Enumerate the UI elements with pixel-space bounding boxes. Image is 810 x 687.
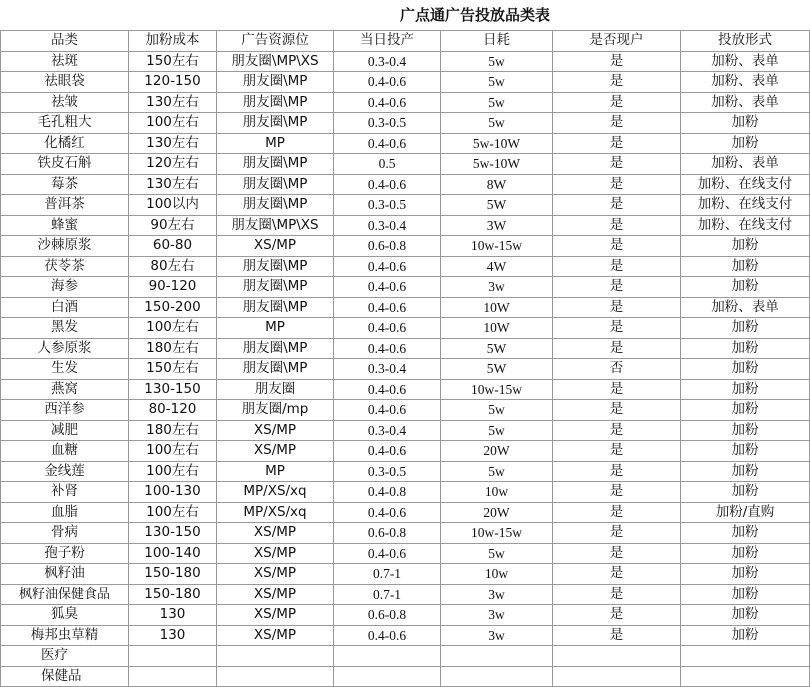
ad-placement-cell[interactable]: 朋友圈\MP [217, 154, 334, 175]
table-row [1, 215, 810, 236]
daily-spend-cell[interactable]: 5W [441, 195, 553, 216]
category-cell[interactable]: 西洋参 [1, 400, 129, 421]
category-table [0, 30, 810, 687]
table-row [1, 195, 810, 216]
delivery-form-cell[interactable]: 加粉 [681, 543, 810, 564]
daily-roi-cell[interactable]: 0.4-0.6 [334, 379, 441, 400]
daily-spend-cell[interactable]: 3w [441, 625, 553, 646]
table-row [1, 359, 810, 380]
delivery-form-cell[interactable]: 加粉、表单 [681, 297, 810, 318]
daily-spend-cell[interactable] [441, 646, 553, 667]
delivery-form-cell[interactable]: 加粉 [681, 523, 810, 544]
account-cell[interactable]: 是 [553, 113, 681, 134]
delivery-form-cell[interactable]: 加粉 [681, 564, 810, 585]
account-cell[interactable]: 是 [553, 318, 681, 339]
category-cell[interactable]: 补肾 [1, 482, 129, 503]
delivery-form-cell[interactable]: 加粉/直购 [681, 502, 810, 523]
daily-roi-cell[interactable] [334, 666, 441, 687]
account-cell[interactable]: 是 [553, 420, 681, 441]
category-cell[interactable]: 祛眼袋 [1, 72, 129, 93]
cost-cell[interactable]: 120-150 [129, 72, 217, 93]
category-cell[interactable]: 血糖 [1, 441, 129, 462]
daily-roi-cell[interactable]: 0.4-0.6 [334, 277, 441, 298]
account-cell[interactable]: 是 [553, 625, 681, 646]
ad-placement-cell[interactable]: 朋友圈\MP [217, 297, 334, 318]
delivery-form-cell[interactable]: 加粉 [681, 584, 810, 605]
daily-roi-cell[interactable]: 0.3-0.4 [334, 359, 441, 380]
category-cell[interactable]: 金线莲 [1, 461, 129, 482]
category-cell[interactable]: 枫籽油 [1, 564, 129, 585]
delivery-form-cell[interactable]: 加粉 [681, 133, 810, 154]
delivery-form-cell[interactable]: 加粉 [681, 461, 810, 482]
header-cell[interactable]: 品类 [1, 31, 129, 52]
daily-roi-cell[interactable]: 0.3-0.5 [334, 113, 441, 134]
ad-placement-cell[interactable]: XS/MP [217, 543, 334, 564]
daily-roi-cell[interactable]: 0.3-0.5 [334, 195, 441, 216]
ad-placement-cell[interactable]: MP [217, 133, 334, 154]
daily-roi-cell[interactable]: 0.4-0.6 [334, 502, 441, 523]
ad-placement-cell[interactable] [217, 666, 334, 687]
category-cell[interactable]: 黑发 [1, 318, 129, 339]
delivery-form-cell[interactable]: 加粉 [681, 441, 810, 462]
delivery-form-cell[interactable]: 加粉、表单 [681, 72, 810, 93]
daily-spend-cell[interactable]: 5w [441, 420, 553, 441]
account-cell[interactable]: 是 [553, 72, 681, 93]
daily-roi-cell[interactable]: 0.4-0.6 [334, 400, 441, 421]
cost-cell[interactable]: 130左右 [129, 133, 217, 154]
cost-cell[interactable]: 150-200 [129, 297, 217, 318]
delivery-form-cell[interactable]: 加粉 [681, 400, 810, 421]
table-row [1, 605, 810, 626]
ad-placement-cell[interactable]: XS/MP [217, 236, 334, 257]
daily-roi-cell[interactable]: 0.5 [334, 154, 441, 175]
cost-cell[interactable]: 130 [129, 625, 217, 646]
daily-spend-cell[interactable]: 10w-15w [441, 379, 553, 400]
cost-cell[interactable]: 180左右 [129, 420, 217, 441]
daily-roi-cell[interactable]: 0.4-0.6 [334, 92, 441, 113]
category-cell[interactable]: 减肥 [1, 420, 129, 441]
daily-roi-cell[interactable]: 0.6-0.8 [334, 605, 441, 626]
cost-cell[interactable]: 100左右 [129, 461, 217, 482]
account-cell[interactable]: 是 [553, 256, 681, 277]
account-cell[interactable]: 是 [553, 564, 681, 585]
table-row [1, 420, 810, 441]
daily-roi-cell[interactable]: 0.7-1 [334, 584, 441, 605]
category-cell[interactable]: 海参 [1, 277, 129, 298]
cost-cell[interactable]: 150左右 [129, 51, 217, 72]
delivery-form-cell[interactable] [681, 646, 810, 667]
daily-roi-cell[interactable]: 0.3-0.4 [334, 51, 441, 72]
daily-spend-cell[interactable]: 5w [441, 92, 553, 113]
category-cell[interactable]: 祛斑 [1, 51, 129, 72]
table-body [1, 51, 810, 687]
cost-cell[interactable]: 90-120 [129, 277, 217, 298]
category-cell[interactable]: 孢子粉 [1, 543, 129, 564]
cost-cell[interactable]: 180左右 [129, 338, 217, 359]
cost-cell[interactable]: 80左右 [129, 256, 217, 277]
table-row [1, 92, 810, 113]
header-cell[interactable]: 是否现户 [553, 31, 681, 52]
daily-spend-cell[interactable]: 5w-10W [441, 133, 553, 154]
category-cell[interactable]: 燕窝 [1, 379, 129, 400]
cost-cell[interactable]: 80-120 [129, 400, 217, 421]
daily-spend-cell[interactable]: 5W [441, 338, 553, 359]
header-row [1, 31, 810, 52]
account-cell[interactable]: 是 [553, 482, 681, 503]
daily-roi-cell[interactable]: 0.7-1 [334, 564, 441, 585]
account-cell[interactable]: 是 [553, 195, 681, 216]
cost-cell[interactable]: 130左右 [129, 92, 217, 113]
delivery-form-cell[interactable]: 加粉 [681, 277, 810, 298]
category-cell[interactable]: 医疗 [1, 646, 129, 667]
ad-placement-cell[interactable]: 朋友圈\MP [217, 277, 334, 298]
daily-spend-cell[interactable]: 10w-15w [441, 523, 553, 544]
table-row [1, 646, 810, 667]
daily-roi-cell[interactable]: 0.4-0.6 [334, 256, 441, 277]
table-row [1, 400, 810, 421]
category-cell[interactable]: 白酒 [1, 297, 129, 318]
cost-cell[interactable] [129, 666, 217, 687]
cost-cell[interactable]: 100左右 [129, 318, 217, 339]
cost-cell[interactable] [129, 646, 217, 667]
cost-cell[interactable]: 130左右 [129, 174, 217, 195]
ad-placement-cell[interactable]: 朋友圈 [217, 379, 334, 400]
account-cell[interactable]: 是 [553, 92, 681, 113]
daily-spend-cell[interactable]: 5w [441, 51, 553, 72]
table-row [1, 72, 810, 93]
ad-placement-cell[interactable]: 朋友圈\MP [217, 113, 334, 134]
delivery-form-cell[interactable]: 加粉 [681, 318, 810, 339]
ad-placement-cell[interactable] [217, 646, 334, 667]
daily-roi-cell[interactable]: 0.4-0.6 [334, 318, 441, 339]
daily-spend-cell[interactable]: 5W [441, 359, 553, 380]
daily-spend-cell[interactable]: 5w [441, 72, 553, 93]
delivery-form-cell[interactable] [681, 666, 810, 687]
category-cell[interactable]: 骨病 [1, 523, 129, 544]
category-cell[interactable]: 毛孔粗大 [1, 113, 129, 134]
daily-spend-cell[interactable]: 3w [441, 277, 553, 298]
category-cell[interactable]: 枫籽油保健食品 [1, 584, 129, 605]
daily-spend-cell[interactable]: 10w [441, 482, 553, 503]
ad-placement-cell[interactable]: 朋友圈\MP [217, 92, 334, 113]
category-cell[interactable]: 狐臭 [1, 605, 129, 626]
daily-spend-cell[interactable]: 5w [441, 400, 553, 421]
delivery-form-cell[interactable]: 加粉 [681, 113, 810, 134]
daily-spend-cell[interactable]: 8W [441, 174, 553, 195]
table-row [1, 666, 810, 687]
cost-cell[interactable]: 90左右 [129, 215, 217, 236]
category-cell[interactable]: 祛皱 [1, 92, 129, 113]
delivery-form-cell[interactable]: 加粉、表单 [681, 51, 810, 72]
delivery-form-cell[interactable]: 加粉 [681, 379, 810, 400]
delivery-form-cell[interactable]: 加粉 [681, 338, 810, 359]
delivery-form-cell[interactable]: 加粉、表单 [681, 154, 810, 175]
table-row [1, 174, 810, 195]
delivery-form-cell[interactable]: 加粉 [681, 482, 810, 503]
table-row [1, 564, 810, 585]
daily-roi-cell[interactable]: 0.3-0.5 [334, 461, 441, 482]
table-row [1, 338, 810, 359]
ad-placement-cell[interactable]: XS/MP [217, 605, 334, 626]
category-cell[interactable]: 铁皮石斛 [1, 154, 129, 175]
table-row [1, 625, 810, 646]
delivery-form-cell[interactable]: 加粉、在线支付 [681, 215, 810, 236]
daily-roi-cell[interactable]: 0.4-0.6 [334, 174, 441, 195]
ad-placement-cell[interactable]: MP/XS/xq [217, 482, 334, 503]
table-row [1, 318, 810, 339]
table-row [1, 297, 810, 318]
delivery-form-cell[interactable]: 加粉 [681, 236, 810, 257]
account-cell[interactable]: 是 [553, 502, 681, 523]
cost-cell[interactable]: 130 [129, 605, 217, 626]
cost-cell[interactable]: 150-180 [129, 564, 217, 585]
ad-placement-cell[interactable]: 朋友圈\MP [217, 174, 334, 195]
daily-spend-cell[interactable]: 20W [441, 441, 553, 462]
daily-spend-cell[interactable]: 20W [441, 502, 553, 523]
daily-roi-cell[interactable]: 0.4-0.6 [334, 297, 441, 318]
category-cell[interactable]: 梅邦虫草精 [1, 625, 129, 646]
account-cell[interactable]: 是 [553, 154, 681, 175]
ad-placement-cell[interactable]: XS/MP [217, 625, 334, 646]
ad-placement-cell[interactable]: MP [217, 318, 334, 339]
table-row [1, 133, 810, 154]
daily-roi-cell[interactable]: 0.4-0.6 [334, 543, 441, 564]
ad-placement-cell[interactable]: XS/MP [217, 523, 334, 544]
category-cell[interactable]: 普洱茶 [1, 195, 129, 216]
daily-roi-cell[interactable]: 0.4-0.6 [334, 338, 441, 359]
table-row [1, 51, 810, 72]
cost-cell[interactable]: 60-80 [129, 236, 217, 257]
daily-spend-cell[interactable]: 5w [441, 543, 553, 564]
cost-cell[interactable]: 100-140 [129, 543, 217, 564]
ad-placement-cell[interactable]: 朋友圈/mp [217, 400, 334, 421]
daily-spend-cell[interactable]: 5w-10W [441, 154, 553, 175]
daily-spend-cell[interactable]: 3w [441, 584, 553, 605]
delivery-form-cell[interactable]: 加粉 [681, 625, 810, 646]
cost-cell[interactable]: 150左右 [129, 359, 217, 380]
cost-cell[interactable]: 100-130 [129, 482, 217, 503]
account-cell[interactable]: 是 [553, 133, 681, 154]
category-cell[interactable]: 沙棘原浆 [1, 236, 129, 257]
table-row [1, 523, 810, 544]
account-cell[interactable]: 是 [553, 441, 681, 462]
header-cell[interactable]: 日耗 [441, 31, 553, 52]
daily-roi-cell[interactable]: 0.4-0.6 [334, 625, 441, 646]
ad-placement-cell[interactable]: 朋友圈\MP [217, 72, 334, 93]
daily-roi-cell[interactable]: 0.6-0.8 [334, 523, 441, 544]
header-cell[interactable]: 加粉成本 [129, 31, 217, 52]
ad-placement-cell[interactable]: MP [217, 461, 334, 482]
ad-placement-cell[interactable]: 朋友圈\MP [217, 256, 334, 277]
daily-spend-cell[interactable]: 10W [441, 297, 553, 318]
ad-placement-cell[interactable]: XS/MP [217, 441, 334, 462]
account-cell[interactable]: 是 [553, 297, 681, 318]
daily-roi-cell[interactable]: 0.3-0.4 [334, 420, 441, 441]
table-row [1, 154, 810, 175]
cost-cell[interactable]: 120左右 [129, 154, 217, 175]
daily-spend-cell[interactable]: 10w [441, 564, 553, 585]
table-row [1, 502, 810, 523]
ad-placement-cell[interactable]: MP/XS/xq [217, 502, 334, 523]
table-row [1, 441, 810, 462]
account-cell[interactable]: 是 [553, 400, 681, 421]
category-cell[interactable]: 化橘红 [1, 133, 129, 154]
table-row [1, 256, 810, 277]
cost-cell[interactable]: 150-180 [129, 584, 217, 605]
delivery-form-cell[interactable]: 加粉、表单 [681, 92, 810, 113]
daily-spend-cell[interactable]: 5w [441, 113, 553, 134]
daily-spend-cell[interactable] [441, 666, 553, 687]
daily-roi-cell[interactable]: 0.4-0.8 [334, 482, 441, 503]
category-cell[interactable]: 莓茶 [1, 174, 129, 195]
daily-roi-cell[interactable]: 0.4-0.6 [334, 133, 441, 154]
daily-spend-cell[interactable]: 5w [441, 461, 553, 482]
daily-roi-cell[interactable] [334, 646, 441, 667]
cost-cell[interactable]: 130-150 [129, 523, 217, 544]
header-cell[interactable]: 广告资源位 [217, 31, 334, 52]
daily-roi-cell[interactable]: 0.6-0.8 [334, 236, 441, 257]
ad-placement-cell[interactable]: 朋友圈\MP\XS [217, 215, 334, 236]
account-cell[interactable]: 否 [553, 359, 681, 380]
daily-spend-cell[interactable]: 4W [441, 256, 553, 277]
sheet-title: 广点通广告投放品类表 [399, 6, 550, 24]
category-cell[interactable]: 人参原浆 [1, 338, 129, 359]
account-cell[interactable] [553, 646, 681, 667]
account-cell[interactable]: 是 [553, 461, 681, 482]
table-row [1, 379, 810, 400]
account-cell[interactable]: 是 [553, 277, 681, 298]
account-cell[interactable]: 是 [553, 215, 681, 236]
cost-cell[interactable]: 100左右 [129, 113, 217, 134]
account-cell[interactable]: 是 [553, 174, 681, 195]
account-cell[interactable]: 是 [553, 338, 681, 359]
delivery-form-cell[interactable]: 加粉、在线支付 [681, 174, 810, 195]
table-row [1, 113, 810, 134]
daily-roi-cell[interactable]: 0.4-0.6 [334, 72, 441, 93]
category-cell[interactable]: 茯苓茶 [1, 256, 129, 277]
cost-cell[interactable]: 130-150 [129, 379, 217, 400]
header-cell[interactable]: 投放形式 [681, 31, 810, 52]
ad-placement-cell[interactable]: 朋友圈\MP [217, 195, 334, 216]
header-cell[interactable]: 当日投产 [334, 31, 441, 52]
ad-placement-cell[interactable]: XS/MP [217, 420, 334, 441]
category-cell[interactable]: 血脂 [1, 502, 129, 523]
table-row [1, 277, 810, 298]
account-cell[interactable] [553, 666, 681, 687]
account-cell[interactable]: 是 [553, 379, 681, 400]
table-row [1, 543, 810, 564]
table-row [1, 236, 810, 257]
account-cell[interactable]: 是 [553, 584, 681, 605]
delivery-form-cell[interactable]: 加粉 [681, 420, 810, 441]
account-cell[interactable]: 是 [553, 543, 681, 564]
daily-roi-cell[interactable]: 0.3-0.4 [334, 215, 441, 236]
daily-roi-cell[interactable]: 0.4-0.6 [334, 441, 441, 462]
account-cell[interactable]: 是 [553, 51, 681, 72]
delivery-form-cell[interactable]: 加粉 [681, 256, 810, 277]
ad-placement-cell[interactable]: XS/MP [217, 564, 334, 585]
account-cell[interactable]: 是 [553, 236, 681, 257]
daily-spend-cell[interactable]: 10W [441, 318, 553, 339]
delivery-form-cell[interactable]: 加粉 [681, 359, 810, 380]
table-row [1, 482, 810, 503]
delivery-form-cell[interactable]: 加粉、在线支付 [681, 195, 810, 216]
ad-placement-cell[interactable]: XS/MP [217, 584, 334, 605]
daily-spend-cell[interactable]: 10w-15w [441, 236, 553, 257]
category-cell[interactable]: 保健品 [1, 666, 129, 687]
daily-spend-cell[interactable]: 3w [441, 605, 553, 626]
ad-placement-cell[interactable]: 朋友圈\MP\XS [217, 51, 334, 72]
account-cell[interactable]: 是 [553, 605, 681, 626]
account-cell[interactable]: 是 [553, 523, 681, 544]
ad-placement-cell[interactable]: 朋友圈\MP [217, 359, 334, 380]
ad-placement-cell[interactable]: 朋友圈\MP [217, 338, 334, 359]
category-cell[interactable]: 蜂蜜 [1, 215, 129, 236]
category-cell[interactable]: 生发 [1, 359, 129, 380]
cost-cell[interactable]: 100以内 [129, 195, 217, 216]
delivery-form-cell[interactable]: 加粉 [681, 605, 810, 626]
cost-cell[interactable]: 100左右 [129, 502, 217, 523]
daily-spend-cell[interactable]: 3W [441, 215, 553, 236]
cost-cell[interactable]: 100左右 [129, 441, 217, 462]
table-row [1, 584, 810, 605]
table-row [1, 461, 810, 482]
